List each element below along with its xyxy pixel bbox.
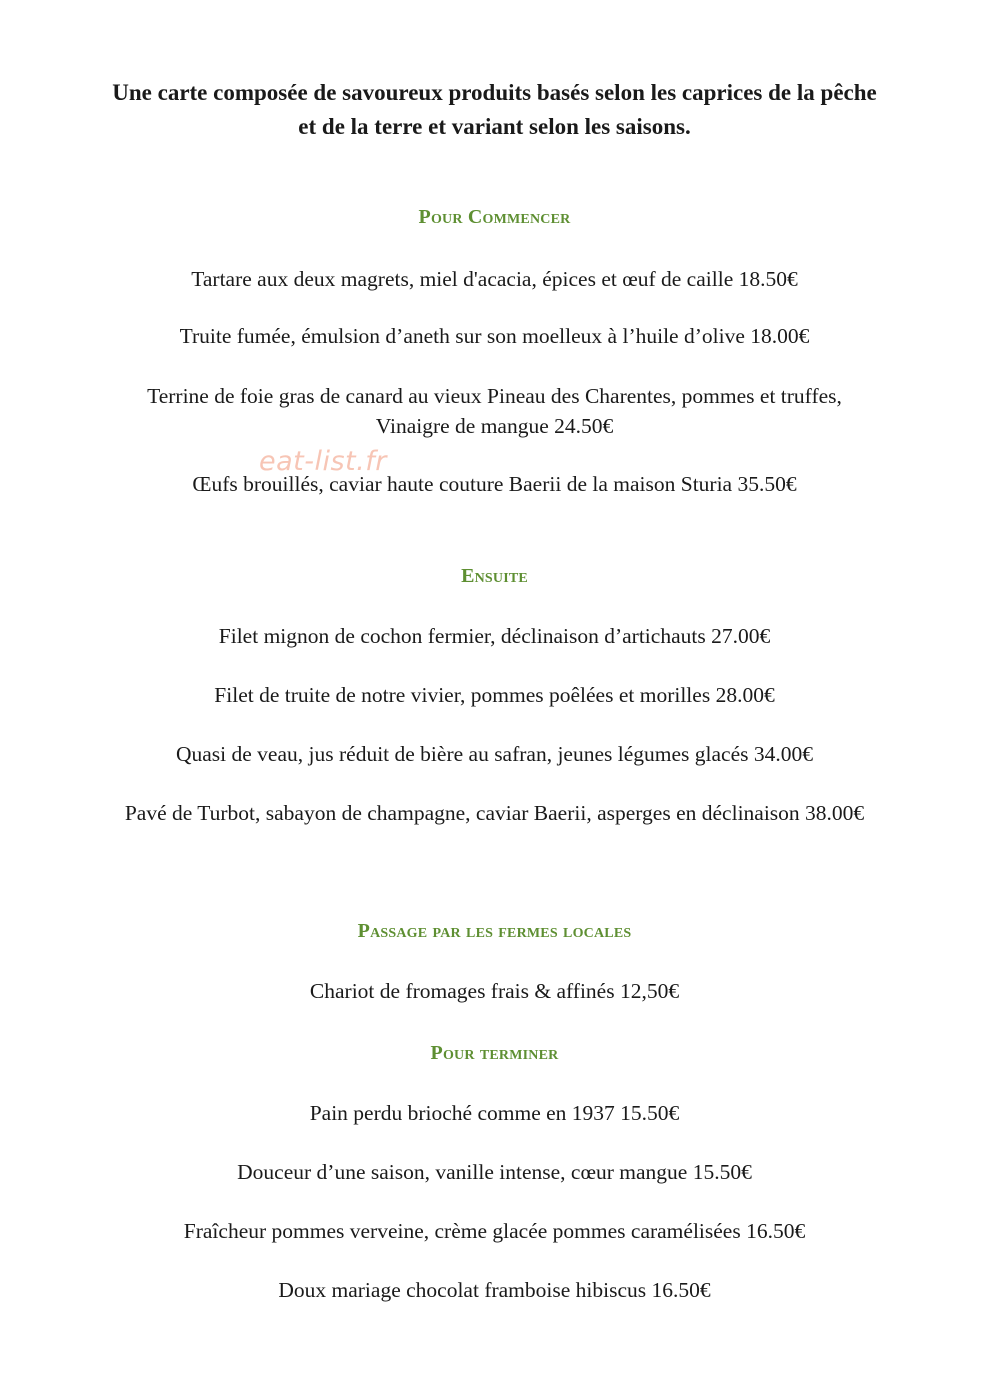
section-title-terminer: Pour terminer [430, 1042, 559, 1064]
intro-line-1: Une carte composée de savoureux produits basés selon les caprices de la pêche [112, 80, 877, 105]
intro-line-2: et de la terre et variant selon les saisons. [298, 114, 691, 139]
menu-item: Chariot de fromages frais & affinés 12,50€ [309, 979, 680, 1003]
menu-item: Douceur d’une saison, vanille intense, cœur mangue 15.50€ [237, 1160, 752, 1184]
section-title-commencer: Pour Commencer [418, 206, 571, 228]
menu-item: Filet mignon de cochon fermier, déclinaison d’artichauts 27.00€ [218, 624, 771, 648]
menu-item: Quasi de veau, jus réduit de bière au safran, jeunes légumes glacés 34.00€ [175, 742, 814, 766]
menu-item: Truite fumée, émulsion d’aneth sur son moelleux à l’huile d’olive 18.00€ [179, 324, 810, 348]
menu-item-continuation: Vinaigre de mangue 24.50€ [375, 414, 614, 438]
menu-item: Pavé de Turbot, sabayon de champagne, caviar Baerii, asperges en déclinaison 38.00€ [124, 801, 865, 825]
menu-item: Filet de truite de notre vivier, pommes poêlées et morilles 28.00€ [214, 683, 775, 707]
section-title-ensuite: Ensuite [461, 565, 528, 587]
menu-item: Terrine de foie gras de canard au vieux Pineau des Charentes, pommes et truffes, [147, 384, 842, 408]
menu-item: Œufs brouillés, caviar haute couture Baerii de la maison Sturia 35.50€ [192, 472, 797, 496]
menu-item: Fraîcheur pommes verveine, crème glacée pommes caramélisées 16.50€ [183, 1219, 806, 1243]
menu-item: Doux mariage chocolat framboise hibiscus 16.50€ [278, 1278, 711, 1302]
menu-item: Tartare aux deux magrets, miel d'acacia, épices et œuf de caille 18.50€ [191, 267, 798, 291]
section-title-fermes: Passage par les fermes locales [357, 920, 632, 942]
watermark: eat-list.fr [259, 446, 387, 477]
menu-item: Pain perdu brioché comme en 1937 15.50€ [309, 1101, 680, 1125]
